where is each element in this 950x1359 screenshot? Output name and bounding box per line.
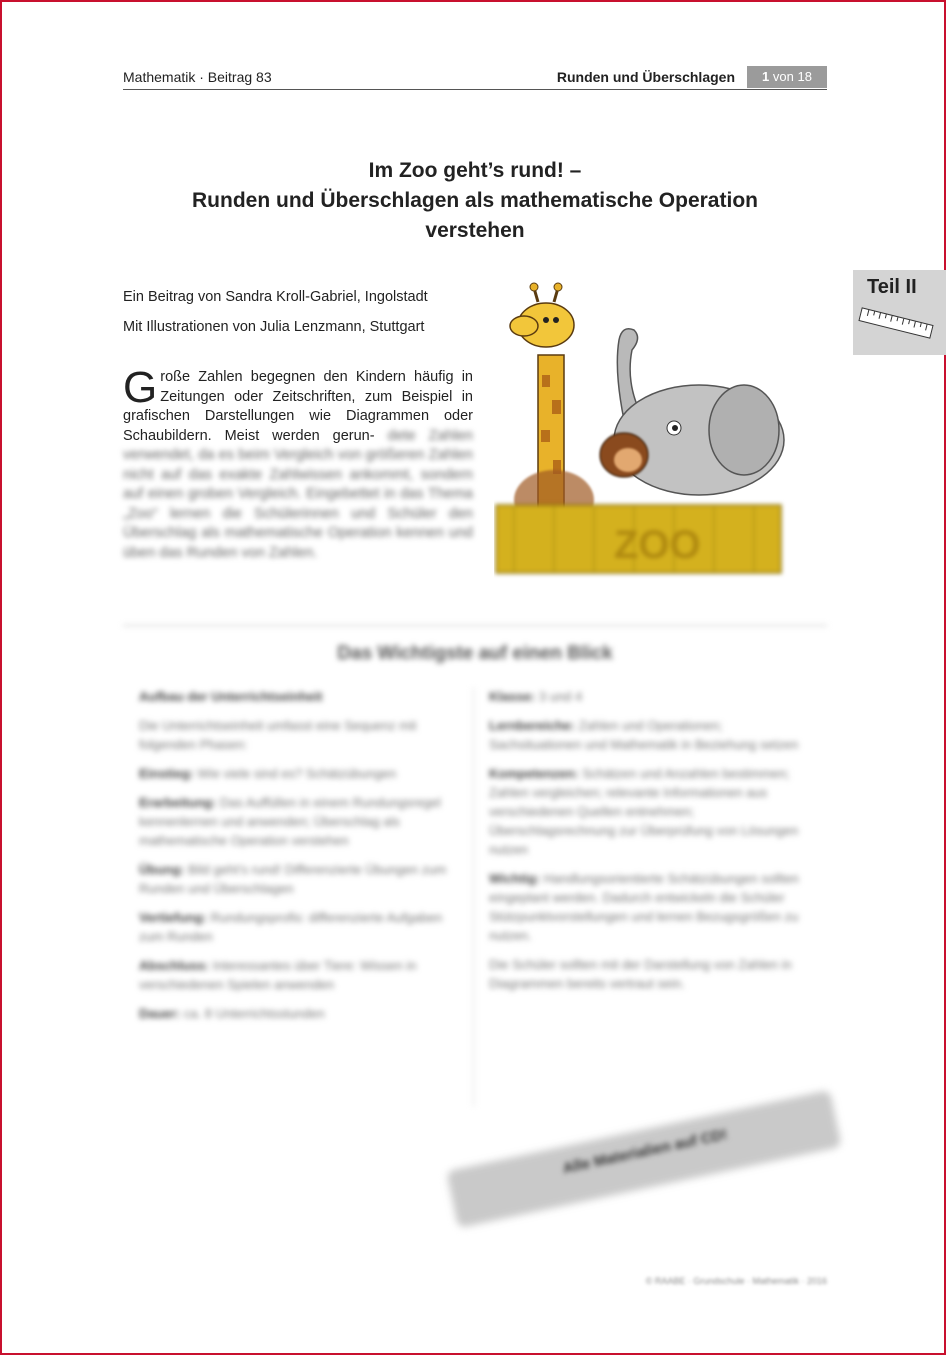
list-item: Einstieg: Wie viele sind es? Schätzübungen <box>139 766 397 781</box>
overview-left-column <box>139 687 459 1033</box>
illustrator-line: Mit Illustrationen von Julia Lenzmann, Stuttgart <box>123 319 425 335</box>
overview-title: Das Wichtigste auf einen Blick <box>337 643 613 664</box>
intro-paragraph <box>123 363 474 563</box>
page-indicator <box>747 66 827 88</box>
ruler-icon <box>858 307 933 338</box>
list-item: Erarbeitung: Das Auffüllen in einem Rundungsregel kennenlernen und anwenden; Überschlag als mathematische Operation verstehen <box>139 795 441 848</box>
page-footer: © RAABE · Grundschule · Mathematik · 2016 <box>645 1276 827 1286</box>
document-title <box>123 156 827 246</box>
drop-cap: G <box>123 363 158 412</box>
zoo-sign <box>496 505 781 573</box>
list-item: Dauer: ca. 8 Unterrichtsstunden <box>139 1006 325 1021</box>
list-item: Klasse: 3 und 4 <box>489 689 583 704</box>
list-item: Lernbereiche: Zahlen und Operationen; Sachsituationen und Mathematik in Beziehung setzen <box>489 718 799 752</box>
page-of: von 18 <box>772 69 812 84</box>
intro-blurred-text: dete Zahlen verwendet, da es beim Vergleich von größeren Zahlen nicht auf das exakte Zahlwissen ankommt, sondern auf einen groben Vergleich. Eingebettet in das Thema „Zoo“ lernen die Schülerinnen und Schüler den Überschlag als mathematische Operation kennen und üben das Runden von Zahlen. <box>123 427 474 561</box>
page-current: 1 <box>762 69 770 84</box>
zoo-sign-text: ZOO <box>614 523 701 567</box>
zoo-animals-svg <box>494 280 794 580</box>
list-item: Vertiefung: Rundungsprofis: differenzierte Aufgaben zum Runden <box>139 910 443 944</box>
list-item: Die Unterrichtseinheit umfasst eine Sequenz mit folgenden Phasen: <box>139 718 417 752</box>
author-info <box>123 282 428 342</box>
list-item: Abschluss: Interessantes über Tiere: Wissen in verschiedenen Spielen anwenden <box>139 958 417 992</box>
box-top-rule <box>123 625 827 626</box>
intro-visible-text: roße Zahlen begegnen den Kindern häufig in Zeitungen oder Zeitschriften, zum Beispiel in grafischen Darstellungen wie Diagrammen oder Schaubildern. Meist werden gerun- <box>123 369 473 444</box>
header-rule <box>123 89 827 90</box>
overview-right-column <box>489 687 809 1003</box>
list-item: Die Schüler sollten mit der Darstellung von Zahlen in Diagrammen bereits vertraut sein. <box>489 957 792 991</box>
title-line-3: verstehen <box>425 219 525 242</box>
page-header <box>123 66 827 90</box>
stamp-text: Alle Materialien auf CD! <box>561 1125 729 1178</box>
author-line: Ein Beitrag von Sandra Kroll-Gabriel, Ingolstadt <box>123 289 428 305</box>
part-label: Teil II <box>867 276 917 298</box>
title-line-2: Runden und Überschlagen als mathematische Operation <box>192 189 758 212</box>
list-item: Aufbau der Unterrichtseinheit <box>139 689 323 704</box>
zoo-illustration <box>494 280 794 580</box>
header-title: Runden und Überschlagen <box>556 69 735 85</box>
list-item: Wichtig: Handlungsorientierte Schätzübungen sollten eingeplant werden. Dadurch entwickeln die Schüler Stützpunktvorstellungen und lernen Bezugsgrößen zu nutzen. <box>489 871 799 943</box>
overview-box <box>123 625 827 1115</box>
title-line-1: Im Zoo geht’s rund! – <box>368 159 582 182</box>
list-item: Kompetenzen: Schätzen und Anzahlen bestimmen; Zahlen vergleichen; relevante Informationen aus verschiedenen Quellen entnehmen; Überschlagsrechnung zur Überprüfung von Lösungen nutzen <box>489 766 799 857</box>
subject-label: Mathematik · Beitrag 83 <box>123 69 272 85</box>
column-divider <box>473 687 474 1107</box>
part-tab <box>853 270 946 355</box>
list-item: Übung: Bild geht’s rund! Differenzierte Übungen zum Runden und Überschlagen <box>139 862 447 896</box>
